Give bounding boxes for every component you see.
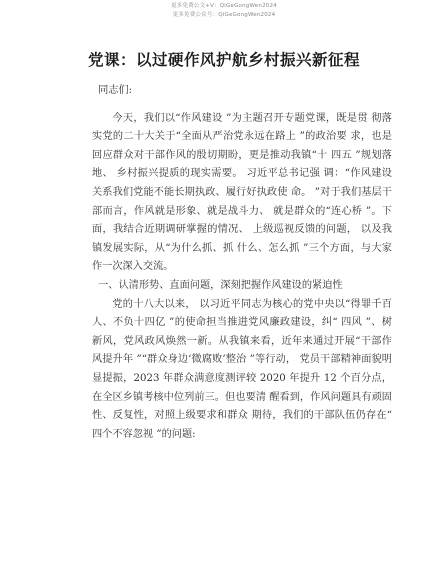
watermark-line-2: 更多免费公众号：QiGeGongWen2024 xyxy=(172,12,276,18)
salutation: 同志们: xyxy=(98,85,133,96)
document-title: 党课：以过硬作风护航乡村振兴新征程 xyxy=(87,51,360,69)
section-heading-1: 一、认清形势、直面问题，深刻把握作风建设的紧迫性 xyxy=(98,279,343,291)
document-body xyxy=(92,82,392,444)
paragraph-intro: 今天，我们以“作风建设 ”为主题召开专题党课，既是贯 彻落实党的二十大关于“全面从严治党永远在路上 ”的政治要 求，也是回应群众对干部作风的殷切期盼，更是推动我镇“十 四五 ”规划落地、 乡村振兴提质的现实需要。 习近平总书记强 调：“作风建设关系我们党能不能长期执政、履行好执政使 命。 ”对于我们基层干部而言，作风就是形象、就是战斗力、 就是群众的“连心桥 ”。下面，我结合近期调研掌握的情况、 上级巡视反馈的问题， 以及我镇发展实际，从“为什么抓、抓 什么、怎么抓 ”三个方面，与大家作一次深入交流。 xyxy=(92,112,392,273)
watermark-line-1: 更多免费公文+V：QiGeGongWen2024 xyxy=(171,3,277,9)
paragraph-section-1: 党的十八大以来， 以习近平同志为核心的党中央以“得罪千百人、不负十四亿 ”的使命担当推进党风廉政建设，纠“ 四风 ”、树新风，党风政风焕然一新。从我镇来看，近年来通过开展“干部作风提升年 ”“群众身边‘微腐败’整治 ”等行动， 党员干部精神面貌明显提振，2023 年群众满意度测评较 2020 年提升 12 个百分点，在全区乡镇考核中位列前三。但也要清 醒看到，作风问题具有顽固性、反复性，对照上级要求和群众 期待，我们的干部队伍仍存在“ 四个不容忽视 ”的问题: xyxy=(92,298,392,440)
